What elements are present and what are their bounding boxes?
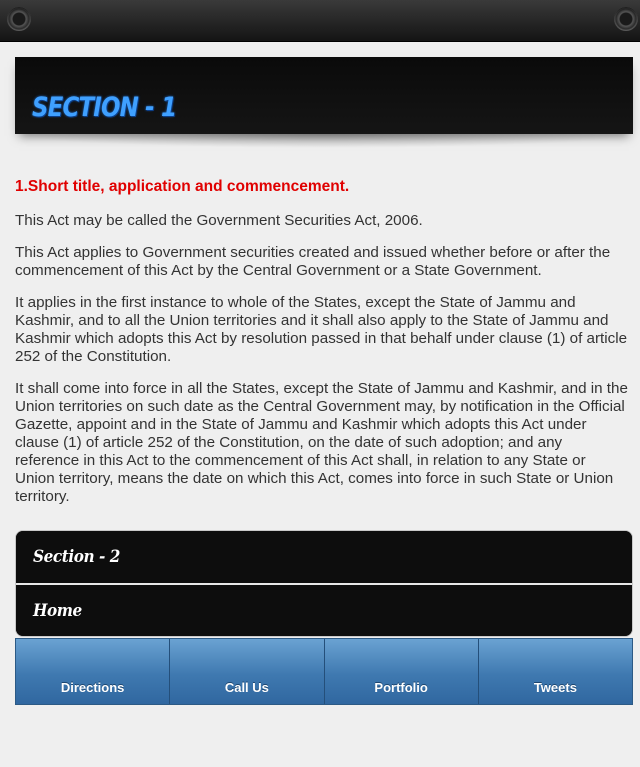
section-header [15, 57, 633, 134]
screw-icon [614, 7, 638, 31]
tab-portfolio[interactable] [325, 639, 479, 704]
content-paragraph: It applies in the first instance to whole of the States, except the State of Jammu and Kashmir, and to all the Union territories and it shall also apply to the State of Jammu and Kashmir which adopts this Act by resolution passed in that behalf under clause (1) of article 252 of the Constitution. [15, 294, 628, 365]
content-paragraph: This Act may be called the Government Securities Act, 2006. [15, 212, 423, 229]
section-title: SECTION - 1 [32, 92, 177, 123]
bottom-tab-bar [15, 638, 633, 705]
tab-directions[interactable] [16, 639, 170, 704]
tab-call-us[interactable] [170, 639, 324, 704]
content-paragraph: This Act applies to Government securities created and issued whether before or after the commencement of this Act by the Central Government or a State Government. [15, 244, 611, 279]
content-heading: 1.Short title, application and commencement. [15, 178, 350, 195]
screw-icon [7, 7, 31, 31]
tab-label: Call Us [224, 680, 269, 695]
tab-label: Tweets [533, 680, 577, 695]
nav-item-label: Section - 2 [33, 547, 121, 567]
content-paragraph: It shall come into force in all the States, except the State of Jammu and Kashmir, and in the Union territories on such date as the Central Government may, by notification in the Official Gazette, appoint and in the State of Jammu and Kashmir which adopts this Act under clause (1) of article 252 of the Constitution, on the date of such adoption; and any reference in this Act to the commencement of this Act shall, in relation to any State or Union territory, means the date on which this Act, comes into force in such State or Union territory. [15, 380, 628, 505]
nav-item-label: Home [33, 601, 82, 621]
top-bar [0, 0, 640, 42]
tab-label: Directions [60, 680, 125, 695]
section-content [15, 178, 629, 520]
header-shadow [15, 134, 633, 148]
section-nav [15, 530, 633, 637]
nav-item-section-2[interactable] [16, 531, 632, 583]
tab-label: Portfolio [374, 680, 428, 695]
tab-tweets[interactable] [479, 639, 632, 704]
nav-item-home[interactable] [16, 585, 632, 637]
